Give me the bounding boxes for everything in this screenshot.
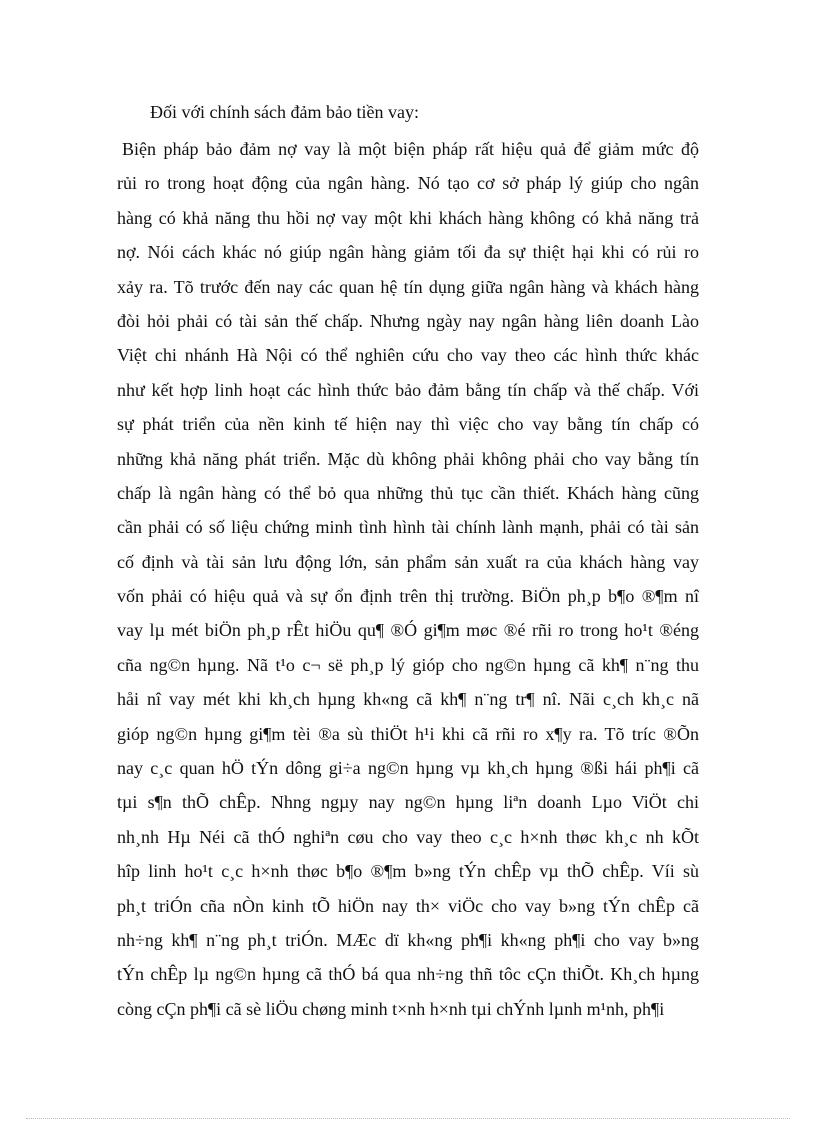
body-line: cña ng©n hµng. Nã t¹o c¬ së ph¸p lý gióp cho ng©n hµng cã kh¶ n¨ng thu: [117, 654, 699, 675]
body-text: [117, 132, 699, 1026]
body-line: håi nî vay mét khi kh¸ch hµng kh«ng cã kh¶ n¨ng tr¶ nî. Nãi c¸ch kh¸c nã: [117, 689, 699, 710]
body-line: vốn phải có hiệu quả và sự ổn định trên thị trường. BiÖn ph¸p b¶o ®¶m nî: [117, 586, 699, 607]
body-line: nh¸nh Hµ Néi cã thÓ nghiªn cøu cho vay theo c¸c h×nh thøc kh¸c nh kÕt: [117, 826, 699, 847]
body-line: Việt chi nhánh Hà Nội có thể nghiên cứu cho vay theo các hình thức khác: [117, 345, 699, 366]
body-line: cần phải có số liệu chứng minh tình hình tài chính lành mạnh, phải có tài sản: [117, 517, 699, 538]
body-line: đòi hỏi phải có tài sản thế chấp. Nhưng ngày nay ngân hàng liên doanh Lào: [117, 310, 699, 331]
body-line: nợ. Nói cách khác nó giúp ngân hàng giảm tối đa sự thiệt hại khi có rủi ro: [117, 242, 699, 263]
body-line: gióp ng©n hµng gi¶m tèi ®a sù thiÖt h¹i khi cã rñi ro x¶y ra. Tõ tríc ®Õn: [117, 723, 699, 744]
body-line: nh÷ng kh¶ n¨ng ph¸t triÓn. MÆc dï kh«ng ph¶i kh«ng ph¶i cho vay b»ng: [117, 929, 699, 950]
body-line: chấp là ngân hàng có thể bỏ qua những thủ tục cần thiết. Khách hàng cũng: [117, 482, 699, 503]
body-line: rủi ro trong hoạt động của ngân hàng. Nó tạo cơ sở pháp lý giúp cho ngân: [117, 173, 699, 194]
body-line: tÝn chÊp lµ ng©n hµng cã thÓ bá qua nh÷ng thñ tôc cÇn thiÕt. Kh¸ch hµng: [117, 964, 699, 985]
body-line: xảy ra. Tõ trước đến nay các quan hệ tín dụng giữa ngân hàng và khách hàng: [117, 276, 699, 297]
body-line: còng cÇn ph¶i cã sè liÖu chøng minh t×nh h×nh tµi chÝnh lµnh m¹nh, ph¶i: [117, 998, 665, 1019]
page-bottom-divider: [26, 1118, 790, 1119]
body-line: những khả năng phát triển. Mặc dù không phải không phải cho vay bằng tín: [117, 448, 699, 469]
body-line: vay lµ mét biÖn ph¸p rÊt hiÖu qu¶ ®Ó gi¶m møc ®é rñi ro trong ho¹t ®éng: [117, 620, 699, 641]
body-line: nay c¸c quan hÖ tÝn dông gi÷a ng©n hµng vµ kh¸ch hµng ®ßi hái ph¶i cã: [117, 758, 699, 779]
body-line: như kết hợp linh hoạt các hình thức bảo đảm bằng tín chấp và thế chấp. Với: [117, 379, 699, 400]
body-line: cố định và tài sản lưu động lớn, sản phẩm sản xuất ra của khách hàng vay: [117, 551, 699, 572]
body-line: hàng có khả năng thu hồi nợ vay một khi khách hàng không có khả năng trả: [117, 207, 699, 228]
body-line: ph¸t triÓn cña nÒn kinh tÕ hiÖn nay th× viÖc cho vay b»ng tÝn chÊp cã: [117, 895, 699, 916]
section-heading: Đối với chính sách đảm bảo tiền vay:: [150, 102, 419, 122]
body-line: sự phát triển của nền kinh tế hiện nay thì việc cho vay bằng tín chấp có: [117, 414, 699, 435]
body-line: hîp linh ho¹t c¸c h×nh thøc b¶o ®¶m b»ng tÝn chÊp vµ thÕ chÊp. Víi sù: [117, 861, 699, 882]
body-line: tµi s¶n thÕ chÊp. Nhng ngµy nay ng©n hµng liªn doanh Lµo ViÖt chi: [117, 792, 699, 813]
body-line: Biện pháp bảo đảm nợ vay là một biện pháp rất hiệu quả để giảm mức độ: [122, 139, 699, 159]
